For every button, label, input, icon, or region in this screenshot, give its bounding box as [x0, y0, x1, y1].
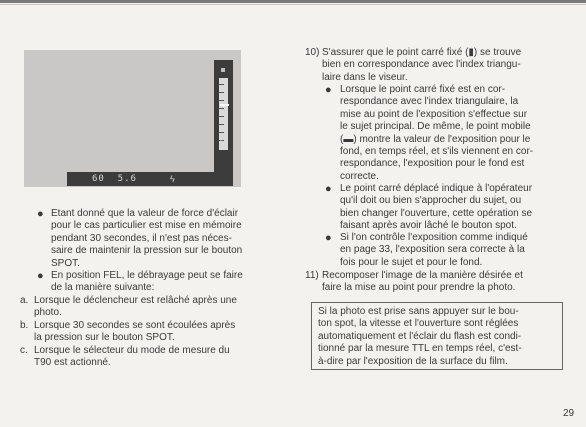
top-rule-thin: [0, 4, 586, 5]
bullet-icon: ●: [325, 84, 332, 96]
triangular-index-marker: [220, 104, 229, 106]
item-11-label: 11): [305, 270, 319, 281]
list-item-c: Lorsque le sélecteur du mode de mesure du T90 est actionné.: [34, 345, 230, 369]
list-item-a: Lorsque le déclencheur est relâché après une photo.: [34, 295, 237, 319]
item-10: S'assurer que le point carré fixé (▮) se trouve bien en correspondance avec l'index triangu- laire dans le viseur.: [322, 47, 522, 83]
bullet-icon: ●: [37, 270, 44, 282]
list-label-c: c.: [20, 345, 28, 356]
scale-letter: F: [220, 136, 225, 143]
top-rule: [0, 0, 586, 3]
viewfinder-illustration: [24, 50, 241, 187]
left-bullet-1: Etant donné que la valeur de force d'éclair pour le cas particulier est mise en mémoire pendant 30 secondes, il n'est pas néces- saire de maintenir la pression sur le bouton SPOT.: [51, 208, 243, 269]
bullet-icon: ●: [37, 208, 44, 220]
right-bullet-1: Lorsque le point carré fixé est en cor- respondance avec l'index triangulaire, la mise au point de l'exposition s'effectue sur le sujet principal. De même, le point mobile (▬) montre la valeur de l'exposition pour le fond, en temps réel, et s'ils viennent en cor- respondance, l'exposition pour le fond est correcte.: [340, 84, 534, 182]
list-label-b: b.: [20, 320, 29, 331]
bullet-icon: ●: [325, 183, 332, 195]
right-bullet-2: Le point carré déplacé indique à l'opérateur qu'il doit ou bien s'approcher du sujet, ou bien changer l'ouverture, cette opération se faisant après avoir lâché le bouton spot.: [340, 183, 533, 232]
right-bullet-3: Si l'on contrôle l'exposition comme indiqué en page 33, l'exposition sera correcte à la fois pour le sujet et pour le fond.: [340, 232, 528, 268]
page-number: 29: [563, 408, 575, 419]
left-bullet-2: En position FEL, le débrayage peut se faire de la manière suivante:: [51, 270, 243, 294]
bullet-icon: ●: [325, 232, 332, 244]
list-item-b: Lorsque 30 secondes se sont écoulées après la pression sur le bouton SPOT.: [34, 320, 236, 344]
note-box: Si la photo est prise sans appuyer sur le bou- ton spot, la vitesse et l'ouverture sont réglées automatiquement et l'éclair du flash est condi- tionné par la mesure TTL en temps réel, c'est- à-dire par l'exposition de la surface du film.: [311, 302, 563, 370]
fixed-square-point-icon: [221, 68, 225, 72]
viewfinder-readout: 60 5.6: [92, 174, 137, 184]
item-11: Recomposer l'image de la manière désirée et faire la mise au point pour prendre la photo.: [322, 270, 523, 294]
item-10-label: 10): [305, 47, 320, 58]
flash-icon: ϟ: [170, 174, 175, 184]
list-label-a: a.: [20, 295, 29, 306]
